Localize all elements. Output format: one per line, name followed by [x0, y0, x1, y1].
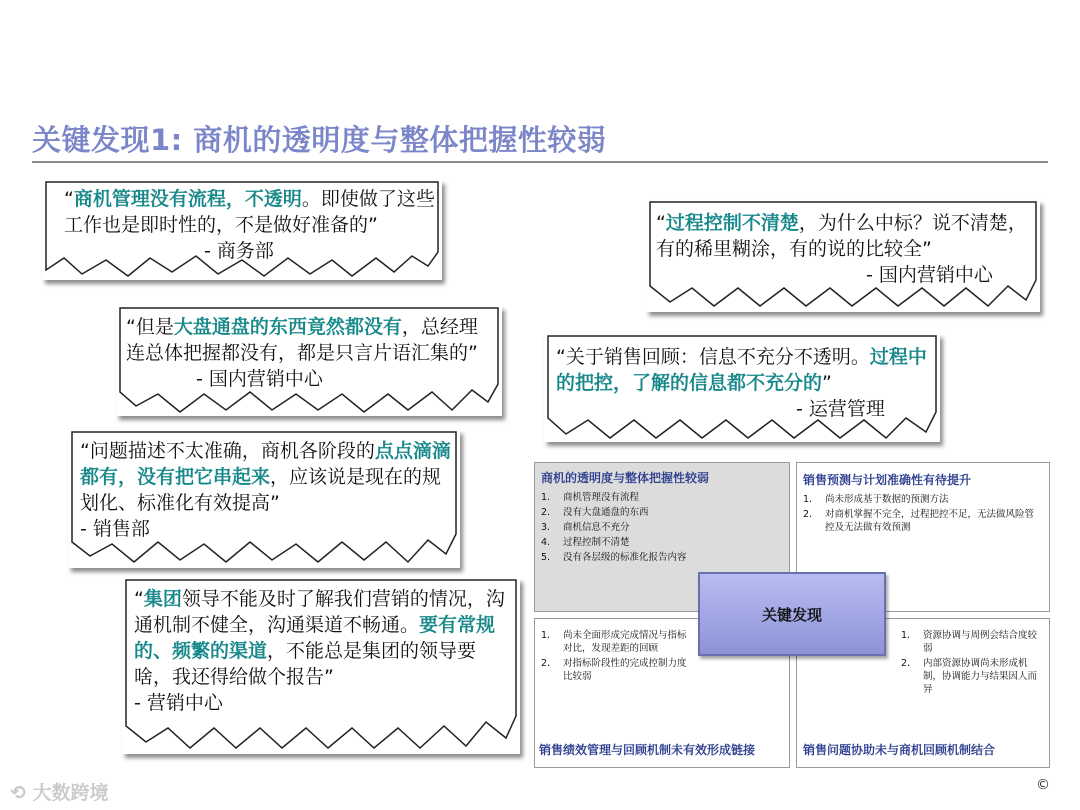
quote-attribution: - 销售部	[80, 518, 150, 540]
quote-bubble-1	[42, 180, 442, 280]
quote-highlight: 商机管理没有流程，不透明	[73, 188, 302, 210]
title-divider	[32, 161, 1048, 163]
quote-text: ，总经理连总体把握都没有，都是只言片语汇集的”	[126, 316, 478, 364]
quote-text: ，应该说是现在的规划化、标准化有效提高”	[80, 466, 442, 514]
quadrant-list	[541, 629, 691, 685]
quote-highlight: 过程控制不清楚	[665, 212, 799, 234]
watermark-logo	[10, 778, 109, 805]
quote-open: “	[64, 188, 74, 210]
quote-bubble-5	[646, 200, 1040, 312]
quote-text: ，为什么中标？说不清楚，有的稀里糊涂，有的说的比较全”	[656, 212, 1027, 260]
quadrant-list	[541, 491, 781, 566]
quote-highlight: 集团	[143, 588, 182, 610]
list-item: 1. 商机管理没有流程	[541, 492, 640, 503]
key-findings-center-box	[698, 572, 886, 656]
quadrant-title: 销售预测与计划准确性有待提升	[803, 473, 972, 487]
list-item: 5. 没有各层级的标准化报告内容	[541, 552, 687, 563]
logo-icon: ⟲	[10, 782, 26, 804]
quote-open: “问题描述不太准确，商机各阶段的	[80, 440, 375, 462]
center-label: 关键发现	[761, 605, 822, 624]
list-item: 1. 尚未全面形成完成情况与指标对比，发现差距的回顾	[541, 630, 687, 654]
quote-highlight-2: 要有常规的、频繁的渠道	[134, 614, 496, 662]
quote-bubble-6	[544, 334, 940, 442]
quote-bubble-3	[68, 430, 460, 568]
quote-attribution: - 营销中心	[134, 692, 223, 714]
page-title: 关键发现1: 商机的透明度与整体把握性较弱	[32, 123, 607, 157]
quote-attribution: - 商务部	[204, 240, 274, 262]
quote-open: “	[656, 212, 666, 234]
quadrant-list	[803, 493, 1039, 536]
watermark-text: 大数跨境	[32, 782, 109, 804]
list-item: 2. 内部资源协调尚未形成机制，协调能力与结果因人而异	[901, 658, 1038, 695]
quadrant-title: 销售绩效管理与回顾机制未有效形成链接	[539, 743, 756, 757]
quote-text: ”	[822, 372, 832, 394]
quote-bubble-4	[122, 578, 520, 754]
quote-attribution: - 国内营销中心	[196, 368, 323, 390]
quote-attribution: - 运营管理	[796, 398, 885, 420]
quote-text: 领导不能及时了解我们营销的情况，沟通机制不健全，沟通渠道不畅通。	[134, 588, 505, 636]
quadrant-title: 销售问题协助未与商机回顾机制结合	[803, 743, 996, 757]
quadrant-list	[901, 629, 1041, 698]
quote-attribution: - 国内营销中心	[866, 264, 993, 286]
list-item: 2. 对商机掌握不完全，过程把控不足，无法做风险管控及无法做有效预测	[803, 509, 1035, 533]
quote-highlight: 大盘通盘的东西竟然都没有	[173, 316, 402, 338]
quote-bubble-2	[116, 306, 502, 416]
quote-highlight: 过程中的把控，了解的信息都不充分的	[556, 346, 927, 394]
quote-open: “关于销售回顾：信息不充分不透明。	[556, 346, 870, 368]
quote-text: 。即使做了这些工作也是即时性的，不是做好准备的”	[64, 188, 435, 236]
quote-highlight: 点点滴滴都有，没有把它串起来	[80, 440, 451, 488]
quote-open: “但是	[126, 316, 174, 338]
list-item: 2. 没有大盘通盘的东西	[541, 507, 649, 518]
copyright-mark: ©	[1036, 777, 1050, 793]
list-item: 4. 过程控制不清楚	[541, 537, 630, 548]
quote-text-2: ，不能总是集团的领导要啥，我还得给做个报告”	[134, 640, 477, 688]
list-item: 2. 对指标阶段性的完成控制力度比较弱	[541, 658, 687, 682]
list-item: 3. 商机信息不充分	[541, 522, 630, 533]
quote-open: “	[134, 588, 144, 610]
list-item: 1. 资源协调与周例会结合度较弱	[901, 630, 1038, 654]
quadrant-title: 商机的透明度与整体把握性较弱	[541, 471, 710, 485]
list-item: 1. 尚未形成基于数据的预测方法	[803, 494, 949, 505]
